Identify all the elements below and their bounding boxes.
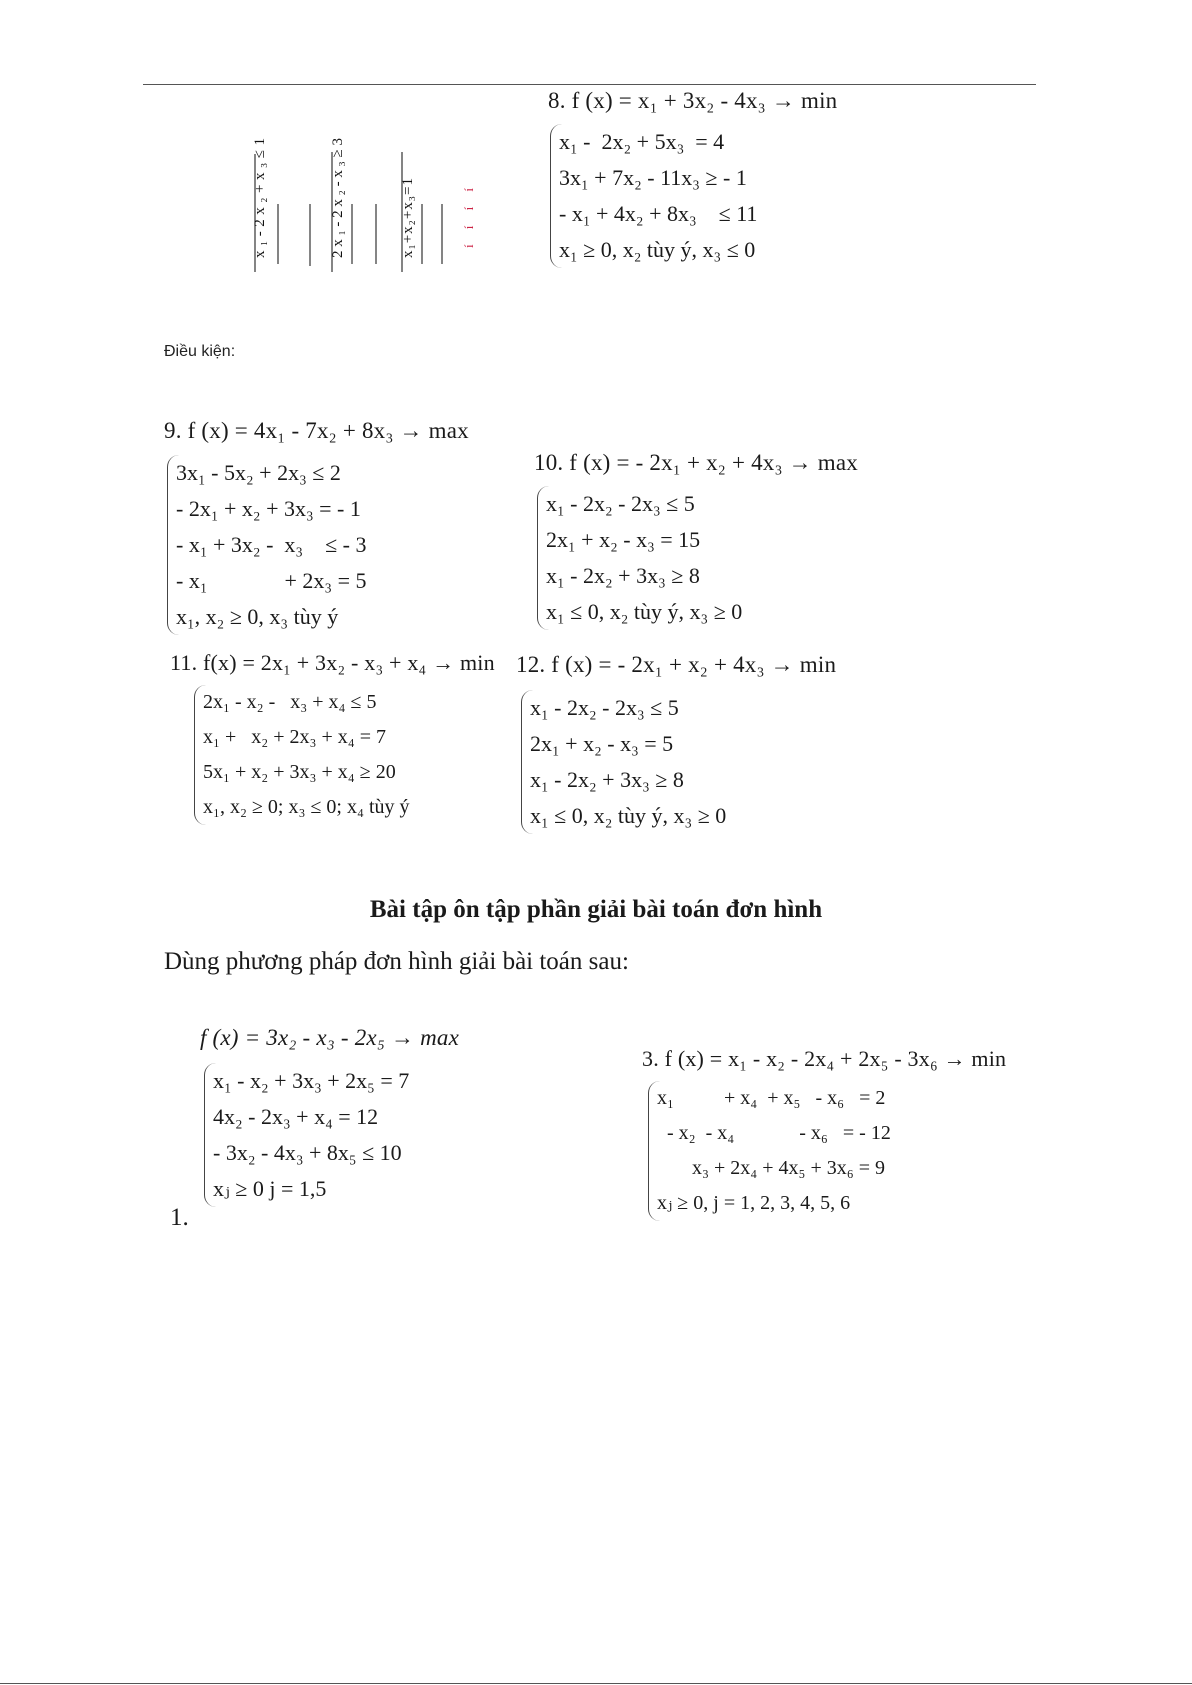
constraint-line: x₁, x₂ ≥ 0, x₃ tùy ý — [176, 604, 339, 629]
simplex1-objective: f (x) = 3x₂ - x₃ - 2x₅ → max — [200, 1025, 460, 1050]
constraint-line: x₁ - 2x₂ - 2x₃ ≤ 5 — [530, 695, 679, 720]
condition-label: Điều kiện: — [164, 343, 236, 360]
constraint-line: x₃ + 2x₄ + 4x₅ + 3x₆ = 9 — [657, 1157, 886, 1179]
problem12-constraints — [521, 690, 726, 834]
constraint-line: - x₁ + 4x₂ + 8x₃ ≤ 11 — [559, 201, 758, 226]
constraint-line: 2x₁ + x₂ - x₃ = 5 — [530, 731, 674, 756]
section-heading: Bài tập ôn tập phần giải bài toán đơn hình — [369, 896, 823, 923]
constraint-line: x₁ ≤ 0, x₂ tùy ý, x₃ ≥ 0 — [530, 803, 727, 828]
simplex3-constraints — [648, 1081, 891, 1221]
svg-text:x₁+x₂+x₃=1: x₁+x₂+x₃=1 — [400, 178, 416, 258]
constraint-line: - x₁ + 2x₃ = 5 — [176, 568, 367, 593]
simplex3-objective: 3. f (x) = x₁ - x₂ - 2x₄ + 2x₅ - 3x₆ → min — [642, 1046, 1007, 1071]
constraint-line: 2x₁ - x₂ - x₃ + x₄ ≤ 5 — [203, 691, 377, 713]
problem9-constraints — [167, 455, 366, 635]
constraint-line: x₁ ≥ 0, x₂ tùy ý, x₃ ≤ 0 — [559, 237, 756, 262]
constraint-line: x₁ ≤ 0, x₂ tùy ý, x₃ ≥ 0 — [546, 599, 743, 624]
problem11-constraints — [194, 685, 410, 825]
problem9-objective: 9. f (x) = 4x₁ - 7x₂ + 8x₃ → max — [164, 418, 469, 443]
constraint-line: 5x₁ + x₂ + 3x₃ + x₄ ≥ 20 — [203, 761, 396, 783]
constraint-line: x₁ - 2x₂ + 3x₃ ≥ 8 — [530, 767, 684, 792]
garbled-formula-image — [252, 138, 484, 276]
constraint-line: x₁ - 2x₂ + 3x₃ ≥ 8 — [546, 563, 700, 588]
constraint-line: x₁ + x₄ + x₅ - x₆ = 2 — [657, 1087, 886, 1109]
constraint-line: x₁, x₂ ≥ 0; x₃ ≤ 0; x₄ tùy ý — [203, 796, 410, 818]
problem10-constraints — [537, 486, 742, 630]
top-rule — [143, 84, 1036, 85]
constraint-line: x₁ + x₂ + 2x₃ + x₄ = 7 — [203, 726, 387, 748]
svg-text:x₁-2x₂+x₃≤1: x₁-2x₂+x₃≤1 — [252, 138, 268, 258]
section-intro: Dùng phương pháp đơn hình giải bài toán sau: — [164, 948, 629, 975]
simplex1-number: 1. — [170, 1204, 189, 1231]
constraint-line: 3x₁ - 5x₂ + 2x₃ ≤ 2 — [176, 460, 341, 485]
constraint-line: x₁ - 2x₂ + 5x₃ = 4 — [559, 129, 725, 154]
constraint-line: x₁ - x₂ + 3x₃ + 2x₅ = 7 — [213, 1068, 410, 1093]
bottom-rule — [0, 1683, 1192, 1684]
constraint-line: - 3x₂ - 4x₃ + 8x₅ ≤ 10 — [213, 1140, 402, 1165]
constraint-line: - 2x₁ + x₂ + 3x₃ = - 1 — [176, 496, 361, 521]
simplex1-constraints — [204, 1063, 409, 1207]
constraint-line: 3x₁ + 7x₂ - 11x₃ ≥ - 1 — [559, 165, 747, 190]
problem10-objective: 10. f (x) = - 2x₁ + x₂ + 4x₃ → max — [534, 450, 859, 475]
problem8-constraints — [550, 124, 757, 268]
constraint-line: xⱼ ≥ 0, j = 1, 2, 3, 4, 5, 6 — [657, 1192, 851, 1214]
svg-text:2x₁-2x₂-x₃≥3: 2x₁-2x₂-x₃≥3 — [330, 138, 346, 258]
constraint-line: 4x₂ - 2x₃ + x₄ = 12 — [213, 1104, 379, 1129]
svg-text:íííí: íííí — [461, 188, 476, 248]
constraint-line: - x₁ + 3x₂ - x₃ ≤ - 3 — [176, 532, 367, 557]
constraint-line: - x₂ - x₄ - x₆ = - 12 — [657, 1122, 891, 1144]
constraint-line: xⱼ ≥ 0 j = 1,5 — [213, 1176, 327, 1201]
problem11-objective: 11. f(x) = 2x₁ + 3x₂ - x₃ + x₄ → min — [170, 650, 495, 675]
constraint-line: x₁ - 2x₂ - 2x₃ ≤ 5 — [546, 491, 695, 516]
problem8-objective: 8. f (x) = x₁ + 3x₂ - 4x₃ → min — [548, 88, 838, 113]
problem12-objective: 12. f (x) = - 2x₁ + x₂ + 4x₃ → min — [516, 652, 837, 677]
constraint-line: 2x₁ + x₂ - x₃ = 15 — [546, 527, 701, 552]
